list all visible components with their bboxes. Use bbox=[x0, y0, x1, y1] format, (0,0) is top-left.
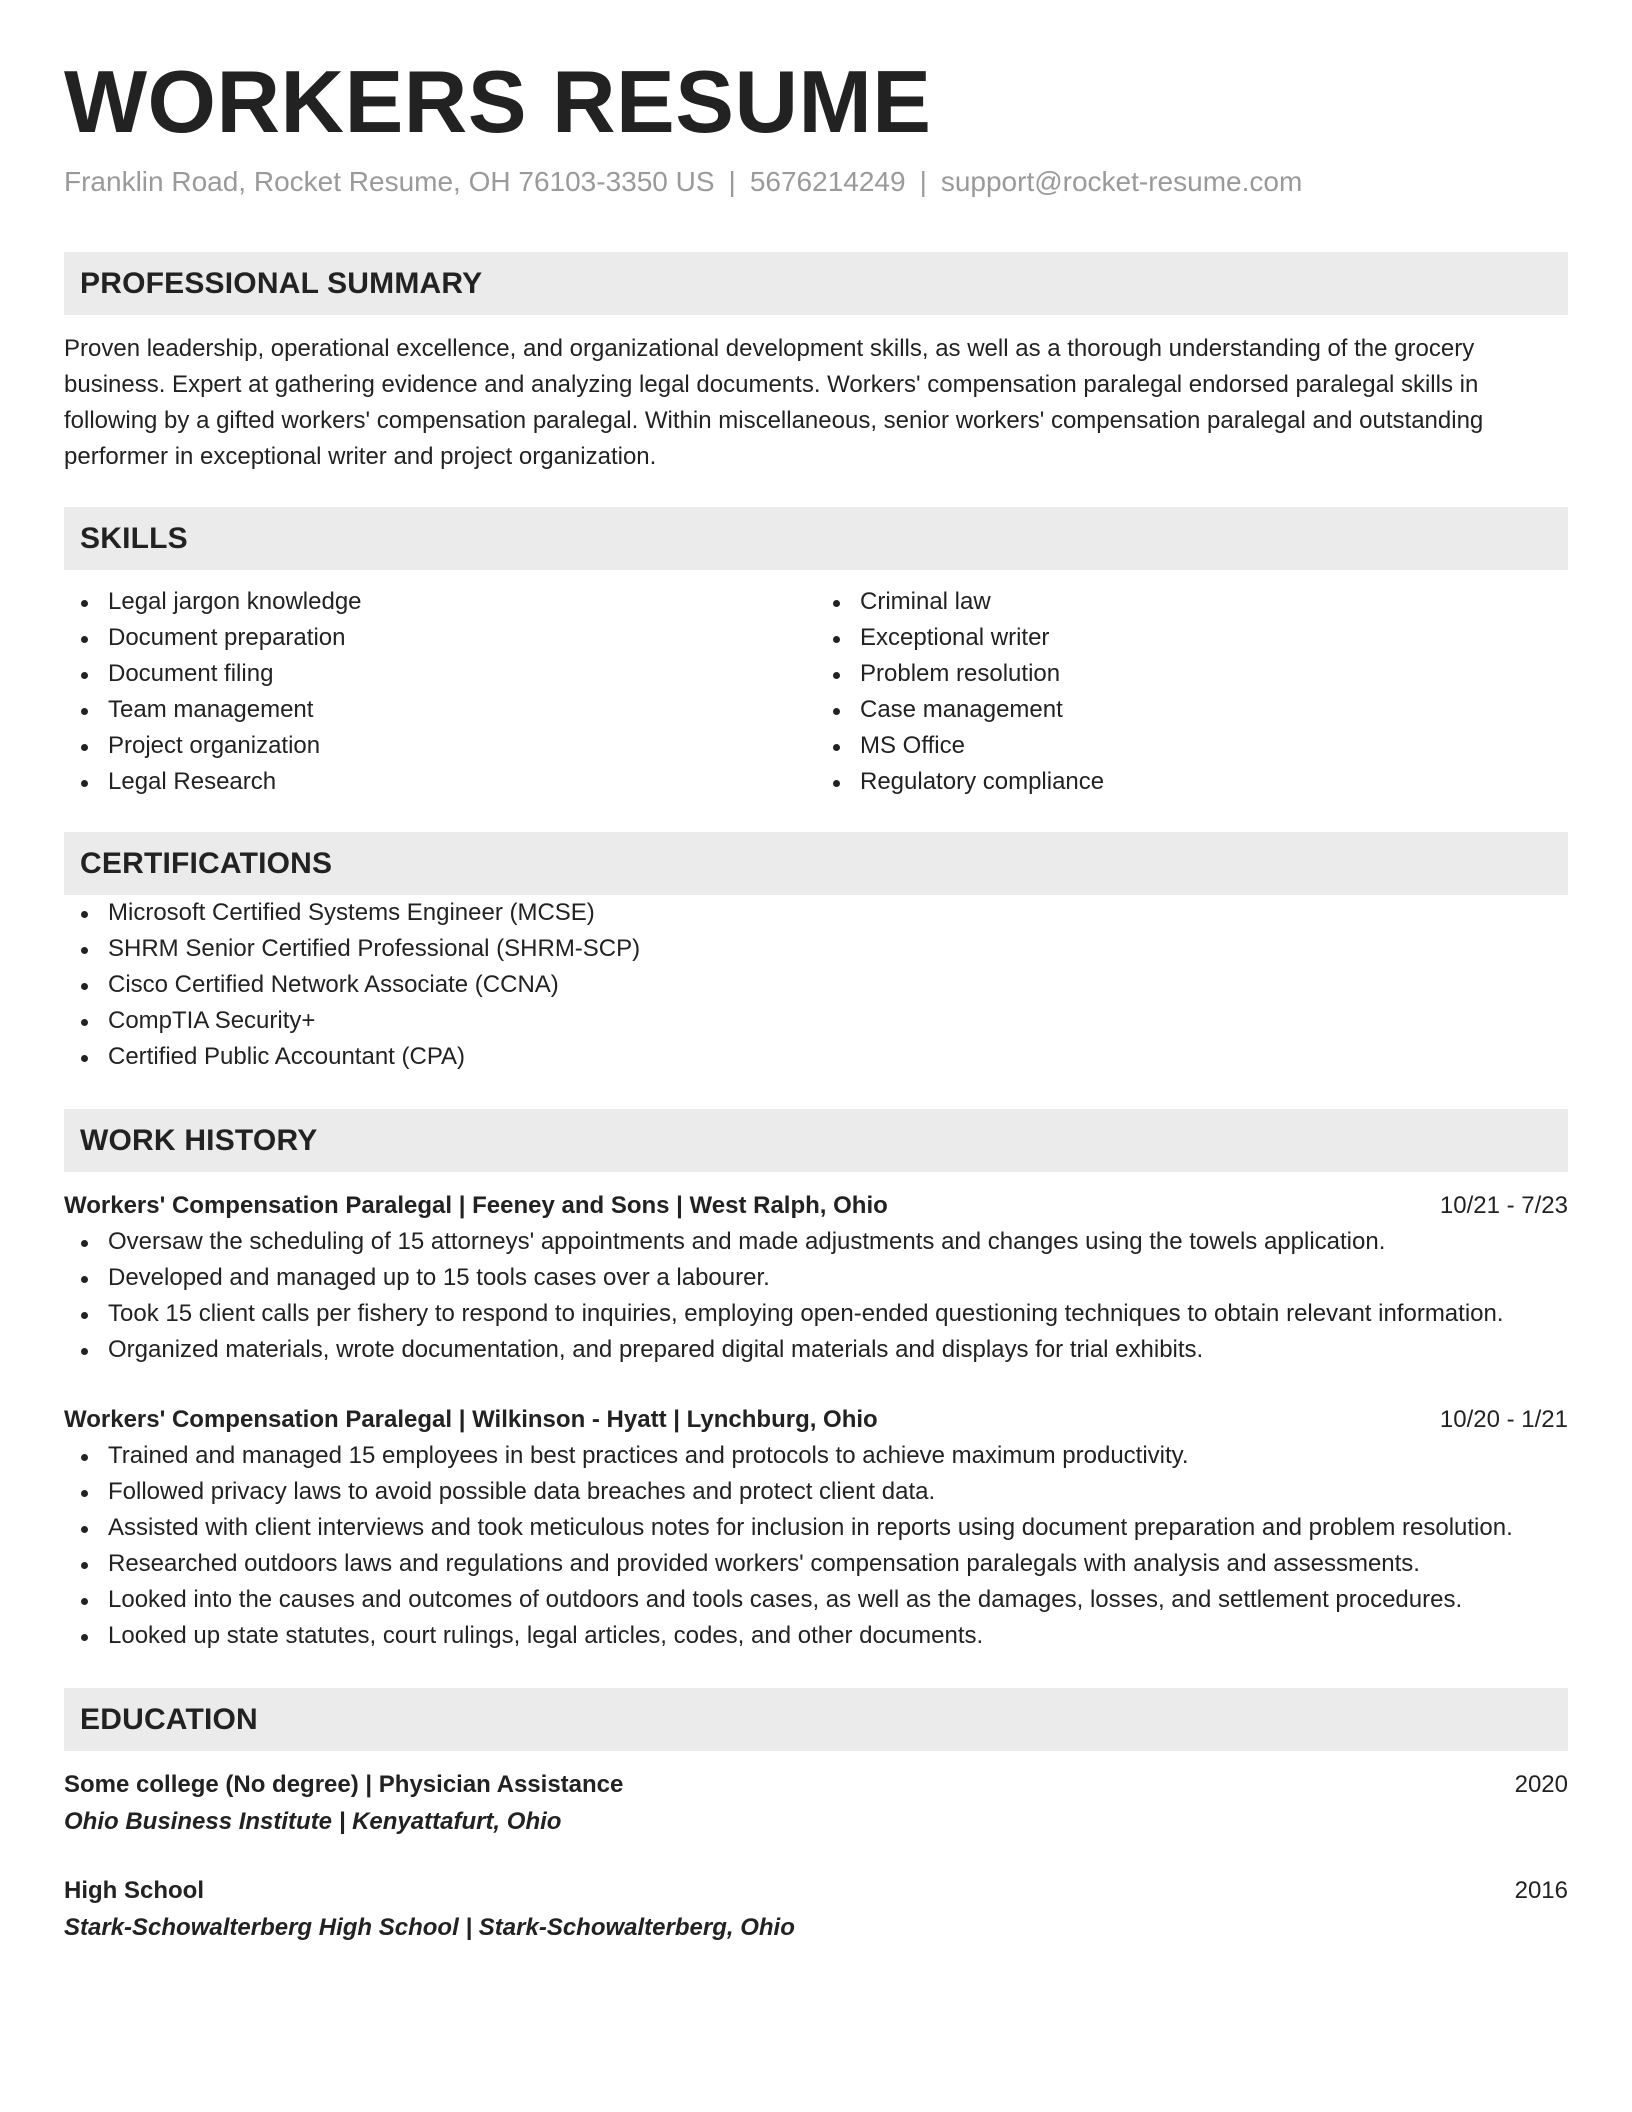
skill-item: Regulatory compliance bbox=[816, 764, 1568, 800]
contact-email: support@rocket-resume.com bbox=[940, 166, 1303, 197]
education-degree: High School bbox=[64, 1877, 204, 1904]
skills-column-right bbox=[816, 584, 1568, 800]
skills-grid bbox=[64, 584, 1568, 800]
skill-item: MS Office bbox=[816, 728, 1568, 764]
skill-item: Team management bbox=[64, 692, 816, 728]
section-header-summary: PROFESSIONAL SUMMARY bbox=[64, 252, 1568, 315]
certifications-list bbox=[64, 895, 1568, 1075]
contact-line bbox=[64, 164, 1568, 200]
education-school: Ohio Business Institute | Kenyattafurt, Ohio bbox=[64, 1808, 562, 1835]
job-bullet: Trained and managed 15 employees in best practices and protocols to achieve maximum productivity. bbox=[64, 1438, 1568, 1474]
job-bullet: Researched outdoors laws and regulations and provided workers' compensation paralegals with analysis and assessments. bbox=[64, 1546, 1568, 1582]
skill-item: Document filing bbox=[64, 656, 816, 692]
job-bullet: Organized materials, wrote documentation, and prepared digital materials and displays for trial exhibits. bbox=[64, 1332, 1568, 1368]
education-school: Stark-Schowalterberg High School | Stark-Schowalterberg, Ohio bbox=[64, 1914, 795, 1941]
job-title: Workers' Compensation Paralegal | Feeney and Sons | West Ralph, Ohio bbox=[64, 1192, 888, 1219]
job-bullet-list bbox=[64, 1224, 1568, 1368]
skill-item: Exceptional writer bbox=[816, 620, 1568, 656]
contact-separator: | bbox=[728, 166, 736, 197]
skills-column-left bbox=[64, 584, 816, 800]
job-bullet: Assisted with client interviews and took meticulous notes for inclusion in reports using document preparation and problem resolution. bbox=[64, 1510, 1568, 1546]
skill-item: Problem resolution bbox=[816, 656, 1568, 692]
education-year: 2020 bbox=[1514, 1771, 1568, 1798]
skills-list-left bbox=[64, 584, 816, 800]
job-title: Workers' Compensation Paralegal | Wilkinson - Hyatt | Lynchburg, Ohio bbox=[64, 1406, 878, 1433]
skill-item: Legal jargon knowledge bbox=[64, 584, 816, 620]
job-bullet: Developed and managed up to 15 tools cases over a labourer. bbox=[64, 1260, 1568, 1296]
skill-item: Document preparation bbox=[64, 620, 816, 656]
education-heading-row bbox=[64, 1767, 1568, 1803]
job-bullet-list bbox=[64, 1438, 1568, 1654]
contact-phone: 5676214249 bbox=[749, 166, 906, 197]
job-bullet: Looked up state statutes, court rulings, legal articles, codes, and other documents. bbox=[64, 1618, 1568, 1654]
certification-item: SHRM Senior Certified Professional (SHRM-SCP) bbox=[64, 931, 1568, 967]
section-header-education: EDUCATION bbox=[64, 1688, 1568, 1751]
certification-item: Microsoft Certified Systems Engineer (MCSE) bbox=[64, 895, 1568, 931]
contact-separator: | bbox=[919, 166, 927, 197]
job-bullet: Followed privacy laws to avoid possible data breaches and protect client data. bbox=[64, 1474, 1568, 1510]
skill-item: Legal Research bbox=[64, 764, 816, 800]
job-heading-row bbox=[64, 1188, 1568, 1224]
summary-text: Proven leadership, operational excellence, and organizational development skills, as well as a thorough understanding of the grocery business. Expert at gathering evidence and analyzing legal documents. Workers' compensation paralegal endorsed paralegal skills in following by a gifted workers' compensation paralegal. Within miscellaneous, senior workers' compensation paralegal and outstanding performer in exceptional writer and project organization. bbox=[64, 335, 1484, 470]
section-header-certifications: CERTIFICATIONS bbox=[64, 832, 1568, 895]
certification-item: Certified Public Accountant (CPA) bbox=[64, 1039, 1568, 1075]
certification-item: Cisco Certified Network Associate (CCNA) bbox=[64, 967, 1568, 1003]
certification-item: CompTIA Security+ bbox=[64, 1003, 1568, 1039]
section-header-skills: SKILLS bbox=[64, 507, 1568, 570]
skill-item: Criminal law bbox=[816, 584, 1568, 620]
education-degree: Some college (No degree) | Physician Assistance bbox=[64, 1771, 624, 1798]
skill-item: Project organization bbox=[64, 728, 816, 764]
education-year: 2016 bbox=[1514, 1877, 1568, 1904]
resume-name: WORKERS RESUME bbox=[64, 52, 932, 151]
job-bullet: Looked into the causes and outcomes of outdoors and tools cases, as well as the damages, losses, and settlement procedures. bbox=[64, 1582, 1568, 1618]
contact-address: Franklin Road, Rocket Resume, OH 76103-3350 US bbox=[64, 166, 715, 197]
section-header-work-history: WORK HISTORY bbox=[64, 1109, 1568, 1172]
education-heading-row bbox=[64, 1873, 1568, 1909]
job-dates: 10/20 - 1/21 bbox=[1439, 1406, 1568, 1433]
skills-list-right bbox=[816, 584, 1568, 800]
job-bullet: Took 15 client calls per fishery to respond to inquiries, employing open-ended questioning techniques to obtain relevant information. bbox=[64, 1296, 1568, 1332]
job-dates: 10/21 - 7/23 bbox=[1439, 1192, 1568, 1219]
job-bullet: Oversaw the scheduling of 15 attorneys' appointments and made adjustments and changes using the towels application. bbox=[64, 1224, 1568, 1260]
skill-item: Case management bbox=[816, 692, 1568, 728]
job-heading-row bbox=[64, 1402, 1568, 1438]
